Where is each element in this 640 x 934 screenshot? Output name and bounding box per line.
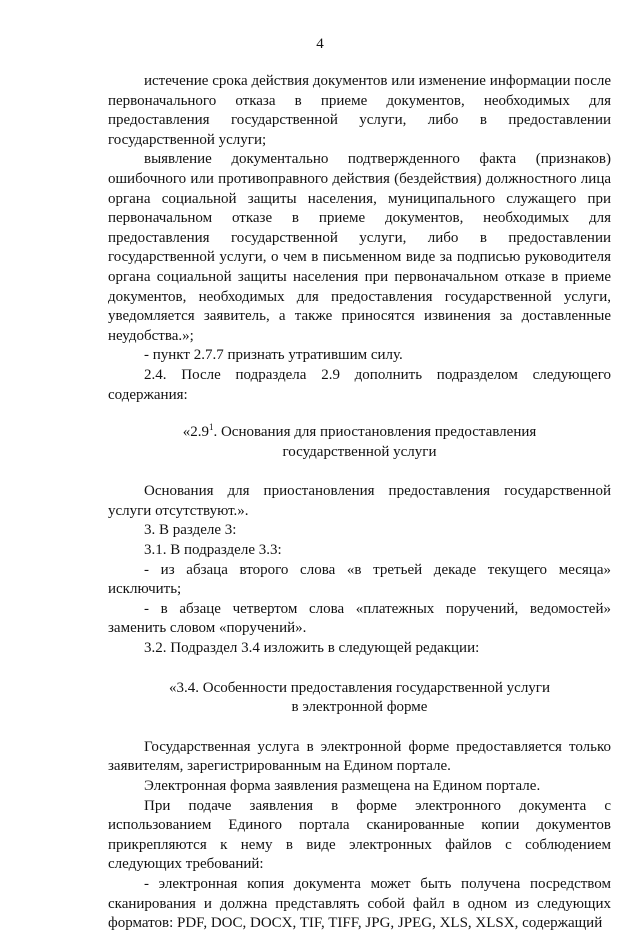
heading-line: государственной услуги [282, 443, 437, 460]
section-heading-3-4 [108, 679, 611, 718]
heading-line: в электронной форме [291, 699, 428, 716]
paragraph: При подаче заявления в форме электронного документа с использованием Единого портала сканированные копии документов прикрепляются к нему в виде электронных файлов с соблюдением следующих требований: [108, 797, 611, 873]
heading-text: . Основания для приостановления предоставления [213, 424, 537, 441]
heading-superscript: 1 [208, 422, 214, 433]
page-number: 4 [316, 36, 324, 52]
paragraph: Государственная услуга в электронной форме предоставляется только заявителям, зарегистрированным на Едином портале. [108, 738, 611, 775]
document-body [108, 72, 611, 934]
section-heading-2-9-1 [108, 423, 611, 462]
paragraph: - электронная копия документа может быть получена посредством сканирования и должна представлять собой файл в одном из следующих форматов: PDF, DOC, DOCX, TIF, TIFF, JPG, JPEG, XLS, XLSX, содержащий [108, 875, 611, 932]
heading-line [108, 423, 611, 443]
paragraph: Электронная форма заявления размещена на Едином портале. [144, 778, 541, 794]
paragraph: - пункт 2.7.7 признать утратившим силу. [144, 347, 403, 364]
heading-prefix: «2.9 [182, 424, 209, 441]
paragraph: 3.2. Подраздел 3.4 изложить в следующей редакции: [144, 640, 480, 657]
paragraph: 3. В разделе 3: [144, 522, 237, 539]
paragraph: - в абзаце четвертом слова «платежных поручений, ведомостей» заменить словом «поручений». [108, 600, 611, 637]
paragraph: 2.4. После подраздела 2.9 дополнить подразделом следующего содержания: [108, 366, 611, 403]
heading-line: «3.4. Особенности предоставления государственной услуги [168, 679, 550, 696]
paragraph: Основания для приостановления предоставления государственной услуги отсутствуют.». [108, 483, 611, 519]
paragraph: 3.1. В подразделе 3.3: [144, 542, 282, 559]
paragraph: - из абзаца второго слова «в третьей декаде текущего месяца» исключить; [108, 561, 611, 598]
paragraph: выявление документально подтвержденного факта (признаков) ошибочного или противоправного действия (бездействия) должностного лица органа социальной защиты населения, муниципального служащего при первоначальном отказе в приеме документов, необходимых для предоставления государственной услуги, либо в предоставлении государственной услуги, о чем в письменном виде за подписью руководителя органа социальной защиты населения при первоначальном отказе в приеме документов, необходимых для предоставления государственной услуги, уведомляется заявитель, а также приносятся извинения за доставленные неудобства.»; [108, 151, 611, 344]
paragraph: истечение срока действия документов или изменение информации после первоначального отказа в приеме документов, необходимых для предоставления государственной услуги, либо в предоставлении государственной услуги; [108, 73, 611, 148]
